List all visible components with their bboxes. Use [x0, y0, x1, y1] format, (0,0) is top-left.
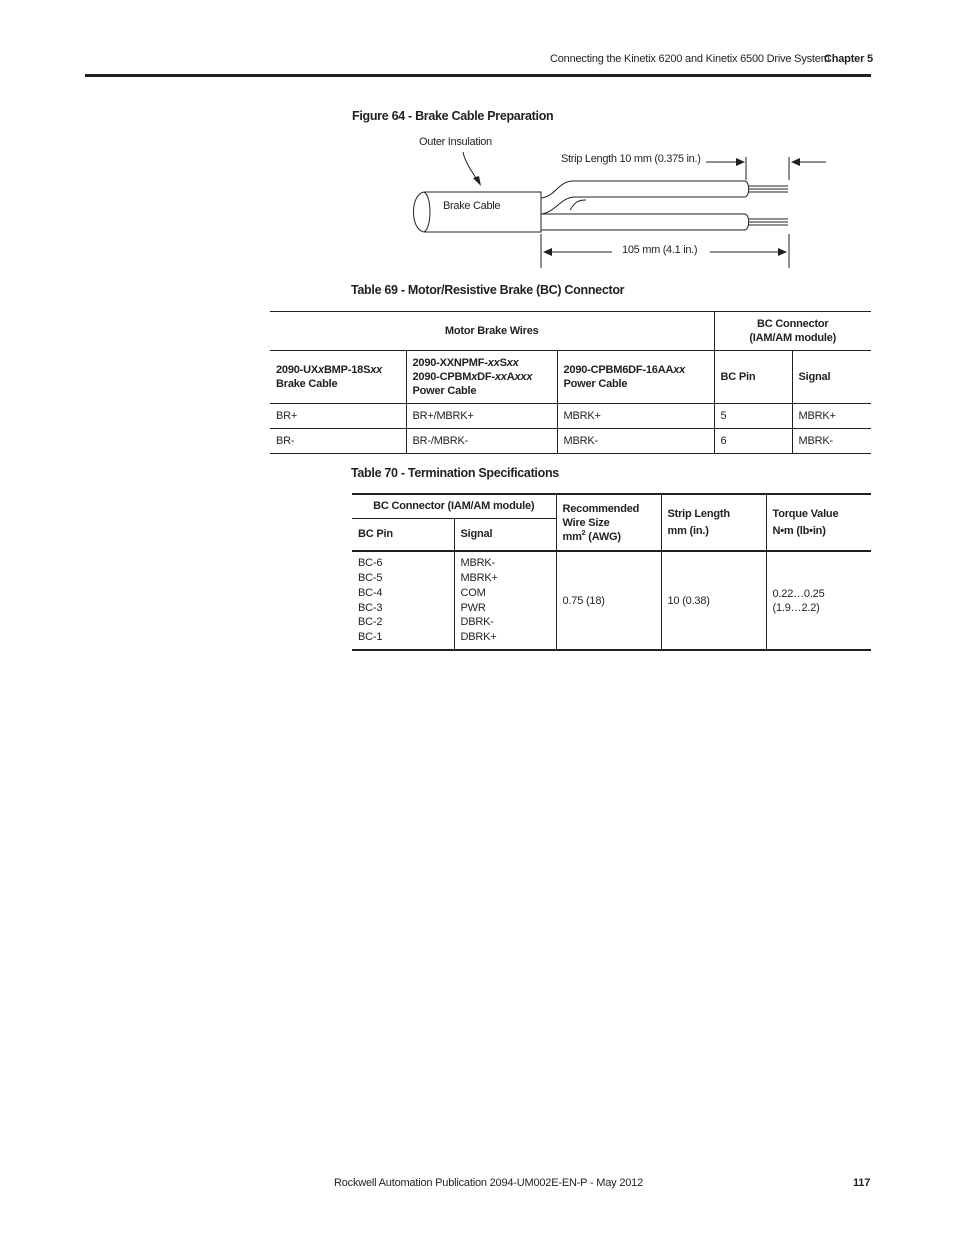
signal-header: Signal	[454, 518, 556, 551]
table69	[270, 311, 871, 454]
bc-connector-header: BC Connector (IAM/AM module)	[714, 312, 871, 351]
torque-header: Torque Value N•m (lb•in)	[766, 494, 871, 551]
col-header-brake-cable: 2090-UXxBMP-18Sxx Brake Cable	[270, 351, 406, 404]
chapter-label: Chapter 5	[824, 53, 873, 65]
bc-pin-header: BC Pin	[352, 518, 454, 551]
col-header-bc-pin: BC Pin	[714, 351, 792, 404]
col-header-power-cable-1: 2090-XXNPMF-xxSxx 2090-CPBMxDF-xxAxxx Power Cable	[406, 351, 557, 404]
strip-length-header: Strip Length mm (in.)	[661, 494, 766, 551]
label-length: 105 mm (4.1 in.)	[622, 244, 698, 256]
table70-caption: Table 70 - Termination Specifications	[351, 466, 559, 480]
brake-cable-diagram	[405, 150, 835, 275]
table-row: BR+ BR+/MBRK+ MBRK+ 5 MBRK+	[270, 404, 871, 429]
table-row	[352, 551, 871, 650]
bc-connector-group-header: BC Connector (IAM/AM module)	[352, 494, 556, 518]
wire-size-header: Recommended Wire Size $mm^2$ (AWG)	[556, 494, 661, 551]
motor-brake-wires-header: Motor Brake Wires	[270, 312, 714, 351]
figure-caption: Figure 64 - Brake Cable Preparation	[352, 109, 554, 123]
label-outer-insulation: Outer Insulation	[419, 136, 492, 148]
strip-length-value: 10 (0.38)	[661, 551, 766, 650]
running-header: Connecting the Kinetix 6200 and Kinetix 6500 Drive System	[550, 53, 830, 65]
torque-value: 0.22…0.25 (1.9…2.2)	[766, 551, 871, 650]
header-rule	[85, 74, 871, 77]
wire-size-value: 0.75 (18)	[556, 551, 661, 650]
table-row: BR- BR-/MBRK- MBRK- 6 MBRK-	[270, 429, 871, 454]
table69-caption: Table 69 - Motor/Resistive Brake (BC) Connector	[351, 283, 625, 297]
col-header-power-cable-2: 2090-CPBM6DF-16AAxx Power Cable	[557, 351, 714, 404]
bc-pin-list: BC-6 BC-5 BC-4 BC-3 BC-2 BC-1	[352, 551, 454, 650]
table70	[352, 493, 871, 651]
col-header-signal: Signal	[792, 351, 871, 404]
label-brake-cable: Brake Cable	[443, 200, 501, 212]
label-strip-length: Strip Length 10 mm (0.375 in.)	[561, 153, 701, 165]
footer-publication: Rockwell Automation Publication 2094-UM002E-EN-P - May 2012	[334, 1177, 643, 1189]
signal-list: MBRK- MBRK+ COM PWR DBRK- DBRK+	[454, 551, 556, 650]
page-number: 117	[853, 1177, 871, 1189]
